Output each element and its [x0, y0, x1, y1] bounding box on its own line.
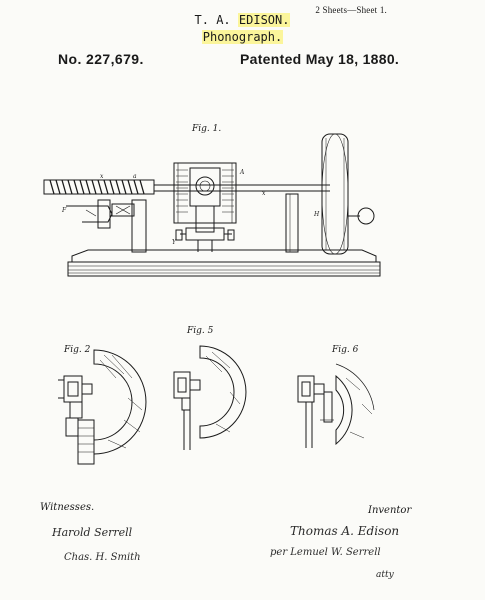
fig2-crescent — [94, 350, 146, 454]
crank-knob — [358, 208, 374, 224]
attorney-signature: per Lemuel W. Serrell — [270, 547, 381, 558]
patent-date: Patented May 18, 1880. — [240, 51, 400, 67]
figure-5 — [174, 326, 246, 450]
witness-2-signature: Chas. H. Smith — [64, 552, 141, 563]
fig6-crescent — [336, 376, 352, 444]
svg-text:Y: Y — [172, 239, 176, 246]
inventor-label: Inventor — [368, 505, 412, 516]
lever-arm — [66, 206, 112, 222]
fig6-label: Fig. 6 — [332, 345, 359, 355]
diaphragm — [196, 177, 214, 195]
svg-text:x: x — [262, 190, 266, 197]
svg-text:H: H — [314, 211, 320, 218]
machine-base — [68, 262, 380, 276]
machine-base-top — [72, 250, 376, 262]
cylinder-drum — [174, 163, 236, 223]
inventor-signature: Thomas A. Edison — [290, 524, 400, 538]
cylinder-face — [190, 168, 220, 206]
sheet-count: 2 Sheets—Sheet 1. — [315, 5, 387, 15]
invention-title: Phonograph. — [202, 30, 283, 44]
stand-bracket — [186, 228, 224, 240]
fig5-crescent — [200, 346, 246, 438]
fig1-label: Fig. 1. — [192, 124, 222, 134]
svg-text:F: F — [62, 207, 67, 214]
fig2-post — [78, 420, 94, 464]
figure-2 — [58, 345, 146, 464]
attorney-suffix: atty — [376, 570, 394, 580]
svg-text:A: A — [240, 169, 245, 176]
fig2-label: Fig. 2 — [64, 345, 91, 355]
right-upright — [286, 194, 298, 252]
svg-text:x: x — [100, 173, 104, 180]
fig5-label: Fig. 5 — [187, 326, 214, 336]
inventor-initials: T. A. — [194, 13, 231, 27]
svg-text:a: a — [133, 173, 137, 180]
inventor-surname: EDISON. — [238, 13, 290, 27]
patent-number: No. 227,679. — [58, 51, 144, 67]
figure-6 — [298, 345, 374, 448]
witnesses-label: Witnesses. — [40, 502, 95, 513]
witness-1-signature: Harold Serrell — [52, 526, 133, 539]
figure-1 — [44, 124, 380, 276]
